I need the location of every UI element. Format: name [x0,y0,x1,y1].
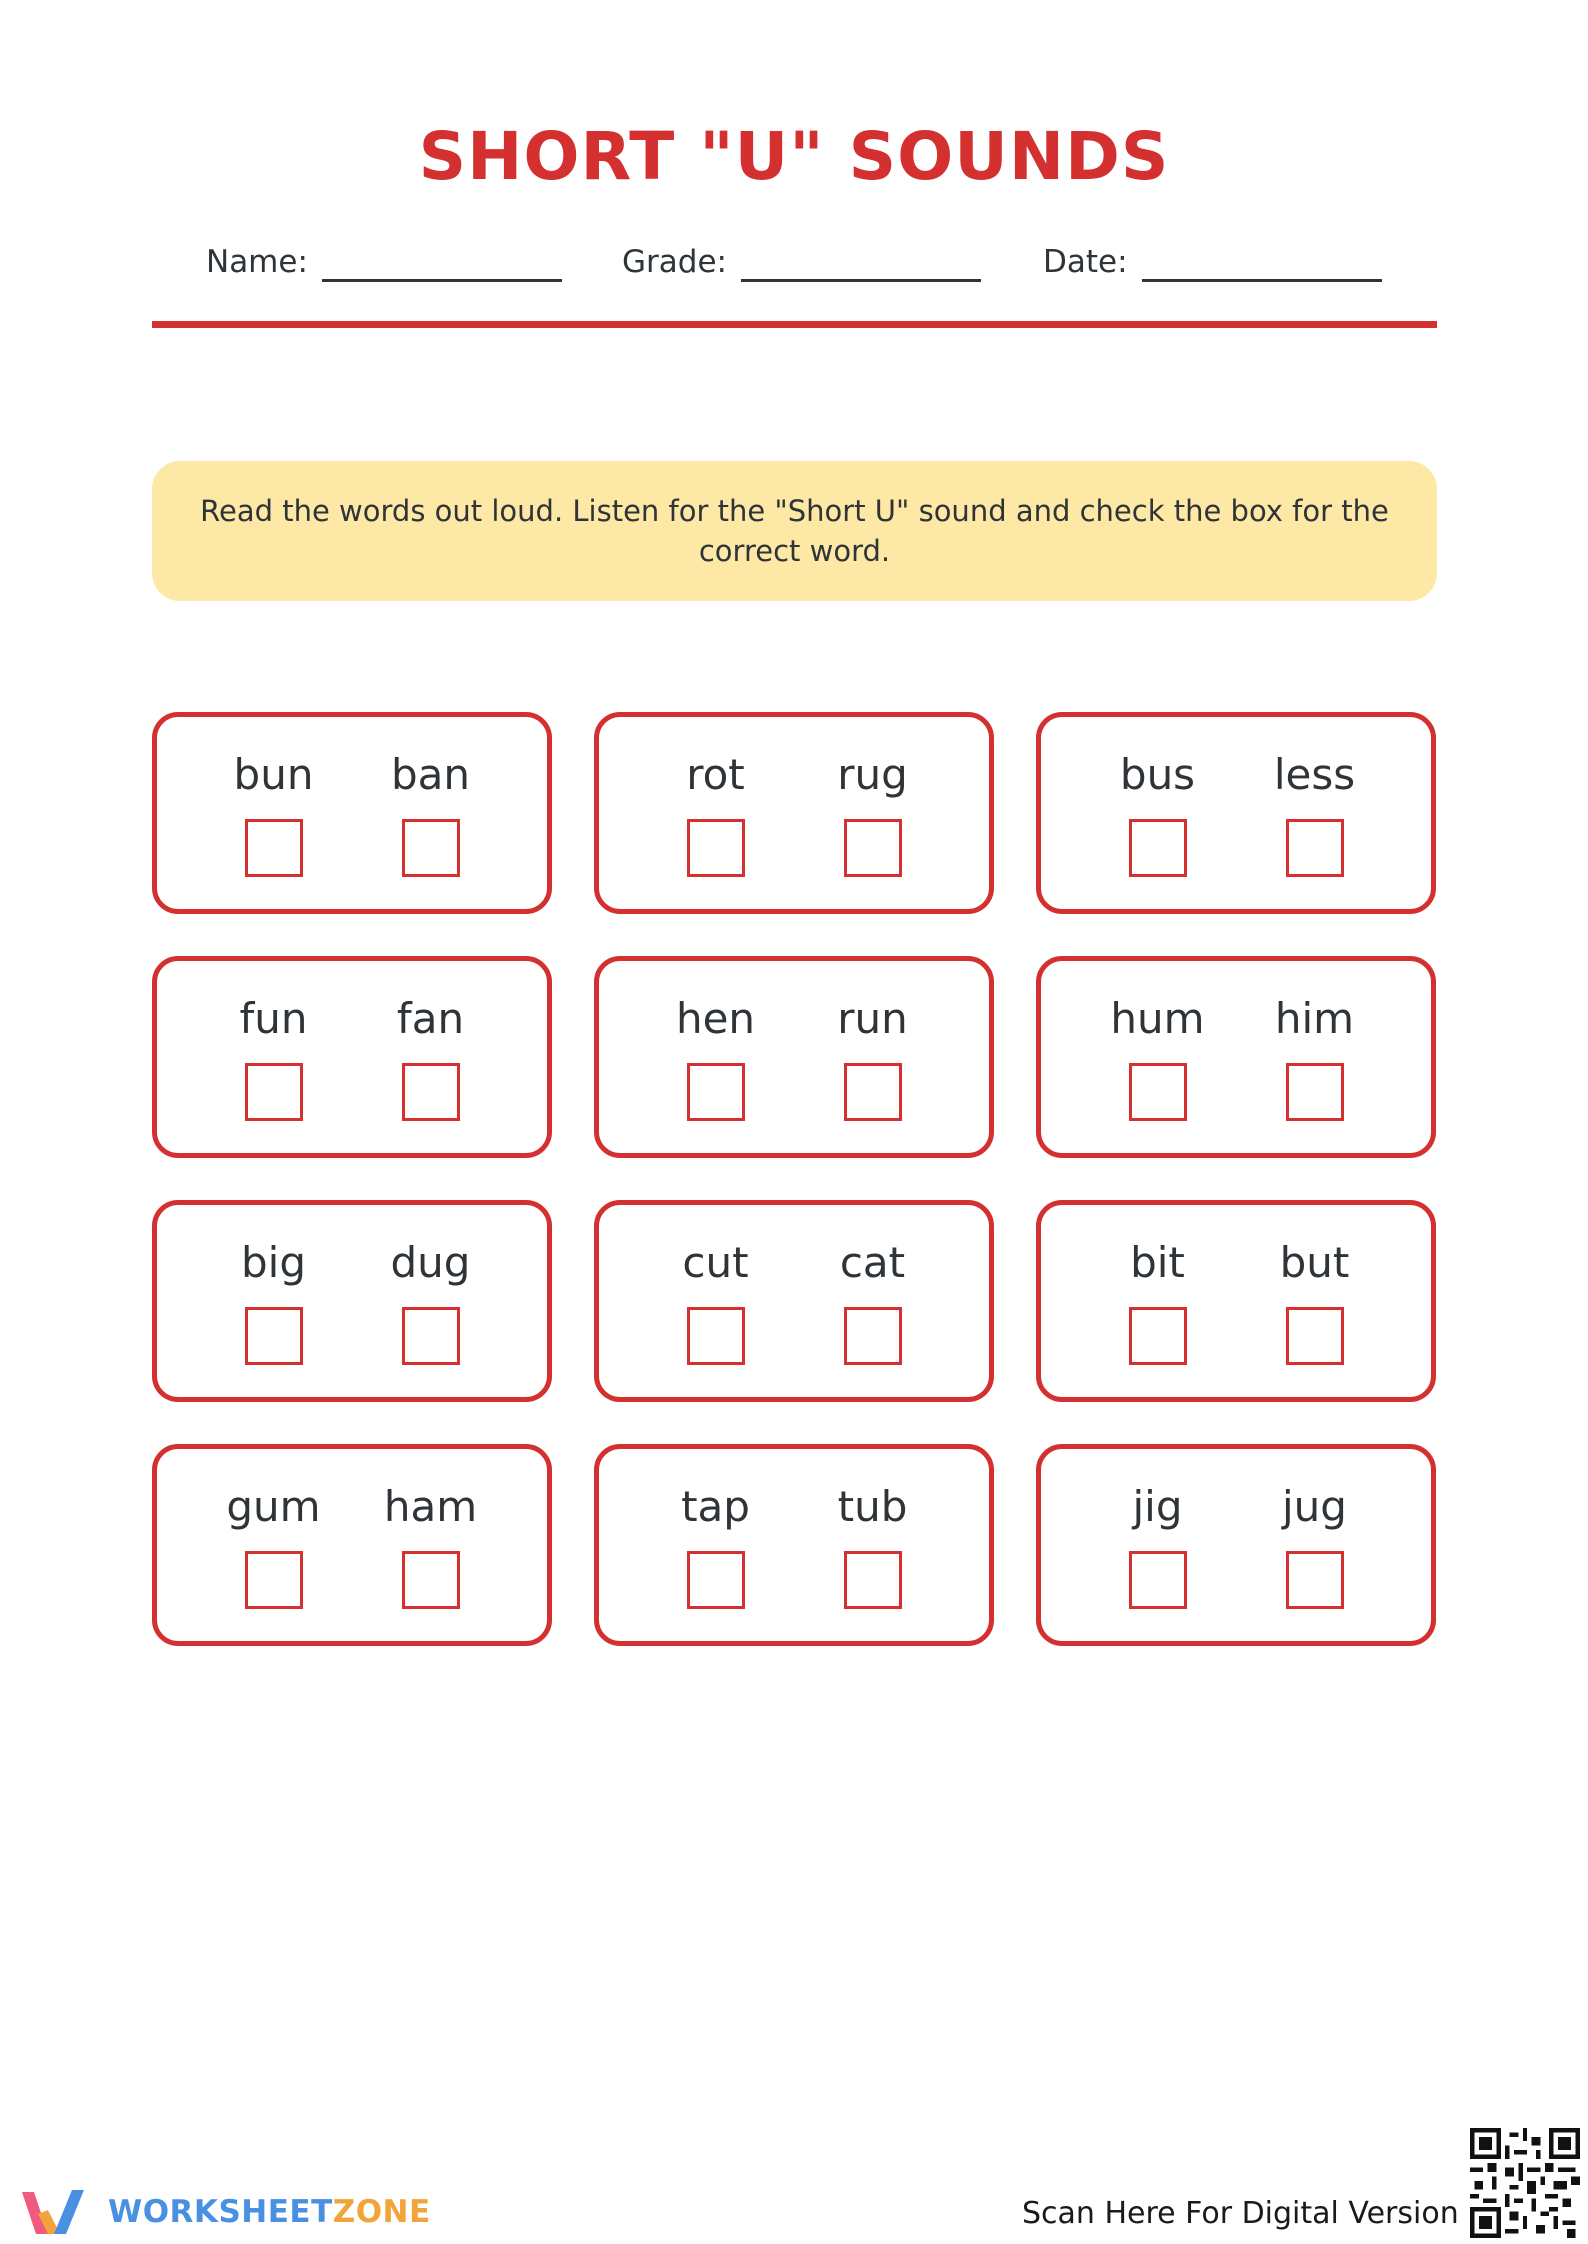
answer-checkbox[interactable] [245,1063,303,1121]
answer-checkbox[interactable] [687,819,745,877]
answer-checkbox[interactable] [844,1307,902,1365]
word-label: bus [1119,750,1196,799]
word-option [651,961,781,1153]
word-option [1093,961,1223,1153]
answer-checkbox[interactable] [245,1307,303,1365]
grade-field[interactable] [622,242,981,282]
word-label: fan [396,994,465,1043]
word-option [651,1449,781,1641]
answer-checkbox[interactable] [402,1063,460,1121]
word-pair-card [594,1444,994,1646]
word-pair-card [1036,1444,1436,1646]
grade-label: Grade: [622,244,727,280]
word-label: bun [233,750,314,799]
word-option [209,717,339,909]
answer-checkbox[interactable] [402,1551,460,1609]
word-option [1250,1449,1380,1641]
instructions-text: Read the words out loud. Listen for the "Short U" sound and check the box for the correct word. [200,494,1389,568]
word-option [1093,1205,1223,1397]
answer-checkbox[interactable] [402,819,460,877]
word-pair-card [152,1444,552,1646]
word-option [366,1205,496,1397]
word-option [209,1205,339,1397]
answer-checkbox[interactable] [687,1063,745,1121]
answer-checkbox[interactable] [844,819,902,877]
brand-name: WORKSHEETZONE [108,2194,431,2230]
answer-checkbox[interactable] [1129,1551,1187,1609]
word-option [366,717,496,909]
word-pair-card [152,956,552,1158]
word-label: ban [390,750,471,799]
header-divider [152,321,1437,328]
worksheetzone-logo-icon [18,2184,98,2240]
word-label: cut [682,1238,749,1287]
answer-checkbox[interactable] [1286,1307,1344,1365]
word-pair-card [594,712,994,914]
date-field[interactable] [1043,242,1382,282]
word-option [808,717,938,909]
word-option [1250,717,1380,909]
word-option [209,1449,339,1641]
date-line[interactable] [1142,242,1382,282]
word-pair-card [594,956,994,1158]
answer-checkbox[interactable] [844,1063,902,1121]
word-label: but [1279,1238,1350,1287]
brand-logo [18,2184,431,2240]
answer-checkbox[interactable] [245,819,303,877]
answer-checkbox[interactable] [844,1551,902,1609]
word-option [808,1449,938,1641]
word-label: jug [1282,1482,1347,1531]
answer-checkbox[interactable] [687,1307,745,1365]
answer-checkbox[interactable] [245,1551,303,1609]
word-label: bit [1130,1238,1185,1287]
word-label: him [1274,994,1355,1043]
name-line[interactable] [322,242,562,282]
word-option [366,961,496,1153]
instructions-box [152,461,1437,601]
word-pair-card [594,1200,994,1402]
word-label: jig [1132,1482,1183,1531]
answer-checkbox[interactable] [1286,1063,1344,1121]
word-option [209,961,339,1153]
word-option [1250,961,1380,1153]
word-pair-card [1036,712,1436,914]
word-label: hen [675,994,756,1043]
name-field[interactable] [206,242,562,282]
student-info-fields [0,242,1588,292]
word-label: big [241,1238,306,1287]
word-pair-card [1036,956,1436,1158]
word-option [1250,1205,1380,1397]
word-label: dug [390,1238,471,1287]
name-label: Name: [206,244,308,280]
word-label: cat [839,1238,906,1287]
answer-checkbox[interactable] [1129,1063,1187,1121]
word-label: gum [226,1482,321,1531]
word-option [808,1205,938,1397]
answer-checkbox[interactable] [1129,1307,1187,1365]
word-option [651,717,781,909]
date-label: Date: [1043,244,1128,280]
word-label: less [1273,750,1356,799]
word-label: rug [837,750,908,799]
answer-checkbox[interactable] [402,1307,460,1365]
answer-checkbox[interactable] [1286,819,1344,877]
grade-line[interactable] [741,242,981,282]
scan-caption: Scan Here For Digital Version [1022,2196,1459,2231]
word-option [808,961,938,1153]
word-label: tub [837,1482,908,1531]
word-option [1093,717,1223,909]
word-option [366,1449,496,1641]
word-pair-card [152,712,552,914]
word-pair-card [152,1200,552,1402]
page-title: SHORT "U" SOUNDS [418,118,1170,195]
word-label: run [837,994,908,1043]
answer-checkbox[interactable] [1129,819,1187,877]
word-label: hum [1110,994,1205,1043]
word-label: fun [239,994,308,1043]
word-pair-card [1036,1200,1436,1402]
word-label: ham [383,1482,478,1531]
word-label: rot [686,750,745,799]
word-label: tap [681,1482,750,1531]
answer-checkbox[interactable] [687,1551,745,1609]
answer-checkbox[interactable] [1286,1551,1344,1609]
word-option [651,1205,781,1397]
qr-code-icon[interactable] [1470,2128,1580,2238]
word-pair-grid [152,712,1437,1646]
word-option [1093,1449,1223,1641]
